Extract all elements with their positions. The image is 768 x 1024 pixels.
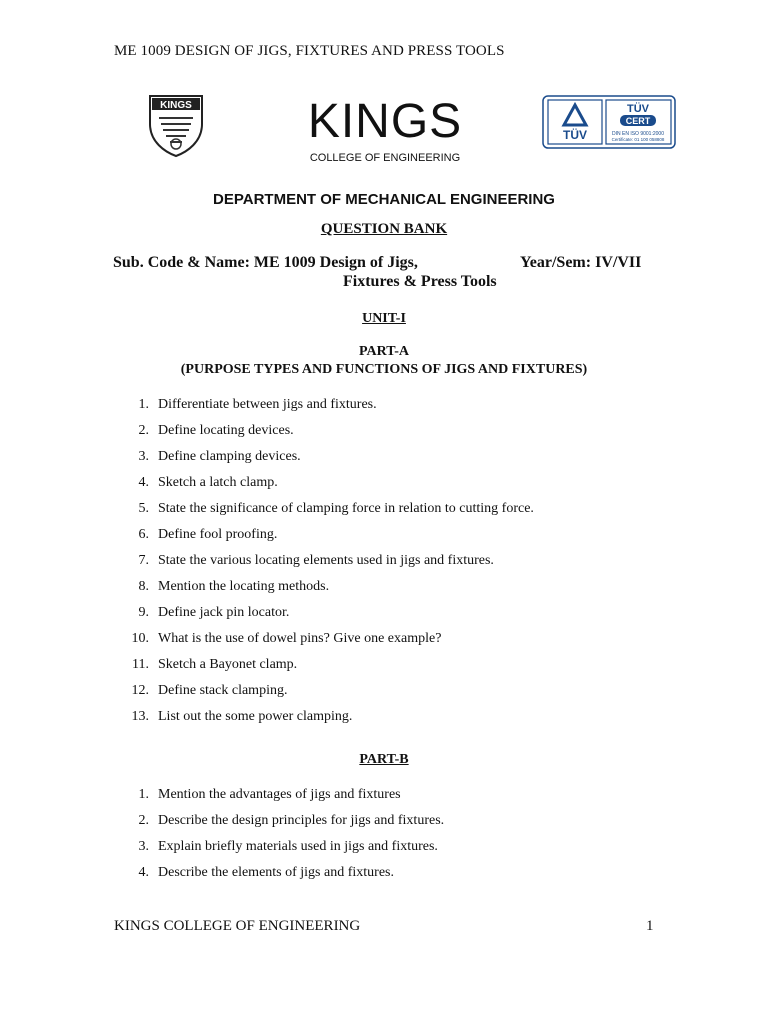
question-number: 1.	[138, 397, 149, 412]
question-text: Define jack pin locator.	[158, 605, 290, 620]
svg-text:DIN EN ISO 9001:2000: DIN EN ISO 9001:2000	[612, 131, 664, 137]
question-text: Differentiate between jigs and fixtures.	[158, 397, 377, 412]
question-number: 10.	[131, 631, 149, 646]
question-number: 5.	[138, 501, 149, 516]
department-title: DEPARTMENT OF MECHANICAL ENGINEERING	[213, 191, 555, 208]
question-number: 4.	[138, 865, 149, 880]
svg-text:TÜV: TÜV	[627, 103, 649, 115]
course-header: ME 1009 DESIGN OF JIGS, FIXTURES AND PRESS TOOLS	[114, 43, 505, 59]
brand-name: KINGS	[307, 95, 463, 148]
question-number: 4.	[138, 475, 149, 490]
question-text: What is the use of dowel pins? Give one example?	[158, 631, 442, 646]
question-number: 13.	[131, 709, 149, 724]
part-a-title: PART-A	[358, 344, 410, 359]
question-text: Explain briefly materials used in jigs and fixtures.	[158, 839, 438, 854]
question-text: Define fool proofing.	[158, 527, 278, 542]
question-number: 6.	[138, 527, 149, 542]
footer-institution: KINGS COLLEGE OF ENGINEERING	[114, 918, 361, 934]
question-text: State the various locating elements used in jigs and fixtures.	[158, 553, 494, 568]
svg-text:TÜV: TÜV	[563, 128, 587, 142]
question-number: 1.	[138, 787, 149, 802]
question-text: Mention the advantages of jigs and fixtures	[158, 787, 401, 802]
brand-subtitle: COLLEGE OF ENGINEERING	[309, 152, 461, 164]
question-text: Define clamping devices.	[158, 449, 301, 464]
question-text: List out the some power clamping.	[158, 709, 353, 724]
part-b-title: PART-B	[359, 752, 409, 767]
question-number: 2.	[138, 813, 149, 828]
part-a-subtitle: (PURPOSE TYPES AND FUNCTIONS OF JIGS AND FIXTURES)	[180, 362, 588, 377]
svg-text:CERT: CERT	[625, 116, 651, 126]
year-sem: Year/Sem: IV/VII	[520, 254, 642, 271]
subject-line-1: Sub. Code & Name: ME 1009 Design of Jigs,	[113, 254, 418, 271]
question-number: 2.	[138, 423, 149, 438]
question-number: 3.	[138, 839, 149, 854]
question-text: Define stack clamping.	[158, 683, 288, 698]
svg-text:KINGS: KINGS	[160, 100, 192, 111]
question-number: 9.	[138, 605, 149, 620]
kings-shield-logo	[147, 94, 205, 158]
question-number: 8.	[138, 579, 149, 594]
unit-title: UNIT-I	[362, 311, 406, 326]
question-text: Describe the design principles for jigs and fixtures.	[158, 813, 445, 828]
document-title: QUESTION BANK	[320, 221, 448, 237]
question-text: Define locating devices.	[158, 423, 294, 438]
question-number: 3.	[138, 449, 149, 464]
question-text: Describe the elements of jigs and fixtures.	[158, 865, 394, 880]
page-number: 1	[646, 918, 654, 934]
question-number: 11.	[132, 657, 149, 672]
svg-text:Certificate: 01 100 058808: Certificate: 01 100 058808	[611, 137, 665, 142]
question-number: 12.	[131, 683, 149, 698]
question-number: 7.	[138, 553, 149, 568]
question-text: Sketch a Bayonet clamp.	[158, 657, 298, 672]
question-text: Sketch a latch clamp.	[158, 475, 278, 490]
question-text: Mention the locating methods.	[158, 579, 330, 594]
subject-line-2: Fixtures & Press Tools	[343, 273, 497, 290]
tuv-cert-logo	[542, 95, 676, 149]
question-text: State the significance of clamping force in relation to cutting force.	[158, 501, 534, 516]
